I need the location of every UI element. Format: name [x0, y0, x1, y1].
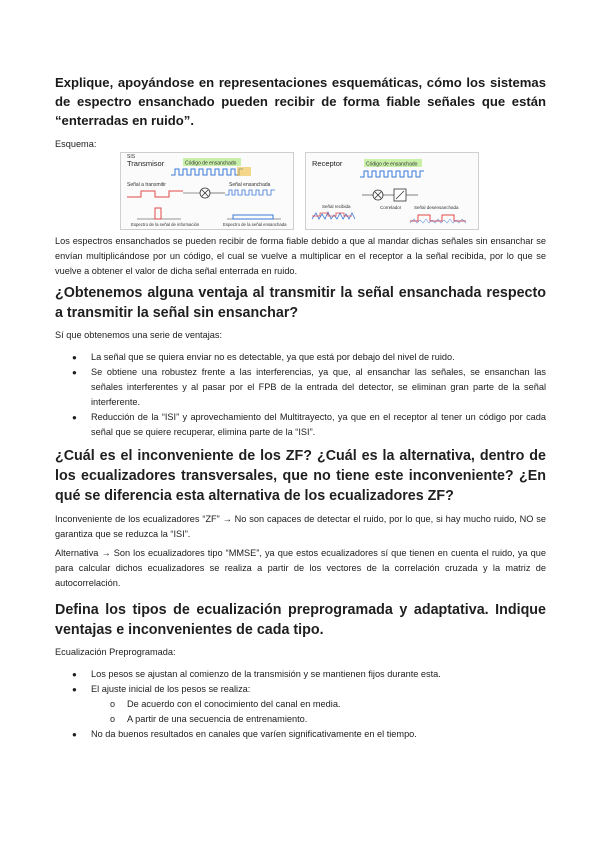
rx-despread-label: Señal desensanchada	[414, 205, 459, 210]
rx-code-waveform	[360, 171, 424, 177]
tx-spread-waveform	[225, 190, 275, 195]
tx-title: Transmisor	[127, 159, 165, 168]
answer-3-paragraph-2: Alternativa → Son los ecualizadores tipo “MMSE”, ya que estos ecualizadores sí que tienen en cuenta el ruido, ya que para calcular dichos ecualizadores se realiza a partir de los vectores de la correlación cruzada y la matriz de autocorrelación.	[55, 548, 546, 588]
tx-spectrum-info-label: Espectro de la señal de información	[131, 222, 200, 227]
answer-2-list	[55, 350, 546, 440]
rx-received-waveform	[312, 212, 355, 219]
list-item: ● La señal que se quiera enviar no es detectable, ya que está por debajo del nivel de ruido.	[55, 350, 546, 365]
tx-spectrum-info	[155, 208, 161, 219]
sub-list-item: o De acuerdo con el conocimiento del canal en media.	[55, 697, 546, 712]
list-item: ● Reducción de la “ISI” y aprovechamiento del Multitrayecto, ya que en el receptor al tener un código por cada señal que se quiere recuperar, elimina parte de la “ISI”.	[55, 410, 546, 440]
tx-header-label: SIS	[127, 154, 136, 160]
answer-3-paragraph-1: Inconveniente de los ecualizadores “ZF” → No son capaces de detectar el ruido, por lo que, si hay mucho ruido, NO se garantiza que se reduzca la “ISI”.	[55, 514, 546, 539]
tx-highlight	[237, 167, 251, 176]
question-3-heading: ¿Cuál es el inconveniente de los ZF? ¿Cuál es la alternativa, dentro de los ecualizadores transversales, que no tiene este inconveniente? ¿En qué se diferencia esta alternativa de los ecualizadores ZF?	[55, 448, 546, 504]
tx-signal-waveform	[127, 191, 183, 197]
tx-spectrum-spread-label: Espectro de la señal ensanchada	[223, 222, 287, 227]
transmitter-diagram-svg	[121, 153, 293, 229]
rx-code-label: Código de ensanchado	[366, 161, 418, 168]
tx-spread-label: Señal ensanchada	[229, 182, 271, 188]
answer-1: Los espectros ensanchados se pueden recibir de forma fiable debido a que al mandar dichas señales sin ensanchar se envían multiplicándose por un código, el cual se vuelve a multiplicar en el receptor a la señal recibida, por lo que se vuelve a obtener el valor de dicha señal enterrada en ruido.	[55, 236, 546, 276]
list-item: ● Los pesos se ajustan al comienzo de la transmisión y se mantienen fijos durante esta.	[55, 667, 546, 682]
question-1-heading: Explique, apoyándose en representaciones esquemáticas, cómo los sistemas de espectro ensanchado pueden recibir de forma fiable señales que están “enterradas en ruido”.	[55, 75, 546, 128]
question-2-heading: ¿Obtenemos alguna ventaja al transmitir la señal ensanchada respecto a transmitir la señal sin ensanchar?	[55, 285, 546, 321]
rx-received-label: Señal recibida	[322, 204, 351, 209]
tx-spectrum-spread	[233, 215, 273, 219]
list-item: ● Se obtiene una robustez frente a las interferencias, ya que, al ensanchar las señales, se ensanchan las señales interferentes y al pasar por el FPB de la entrada del detector, se eliminan gran parte de la señal interferente.	[55, 365, 546, 410]
tx-signal-label: Señal a transmitir	[127, 182, 166, 188]
tx-code-label: Código de ensanchado	[185, 160, 237, 167]
list-item: ● No da buenos resultados en canales que varíen significativamente en el tiempo.	[55, 727, 546, 742]
esquema-label: Esquema:	[55, 139, 97, 149]
answer-4-list	[55, 667, 546, 742]
rx-correlator-label: Correlador	[380, 205, 402, 210]
list-item: ● El ajuste inicial de los pesos se realiza:	[55, 682, 546, 697]
transmitter-diagram	[120, 152, 294, 230]
receiver-diagram	[305, 152, 479, 230]
rx-despread-waveform	[410, 215, 466, 221]
answer-4-intro: Ecualización Preprogramada:	[55, 647, 176, 657]
receiver-diagram-svg	[306, 153, 478, 229]
rx-title: Receptor	[312, 159, 343, 168]
tx-code-waveform	[171, 169, 243, 175]
sub-list-item: o A partir de una secuencia de entrenamiento.	[55, 712, 546, 727]
answer-2-intro: Sí que obtenemos una serie de ventajas:	[55, 330, 223, 340]
question-4-heading: Defina los tipos de ecualización preprogramada y adaptativa. Indique ventajas e inconvenientes de cada tipo.	[55, 602, 546, 638]
